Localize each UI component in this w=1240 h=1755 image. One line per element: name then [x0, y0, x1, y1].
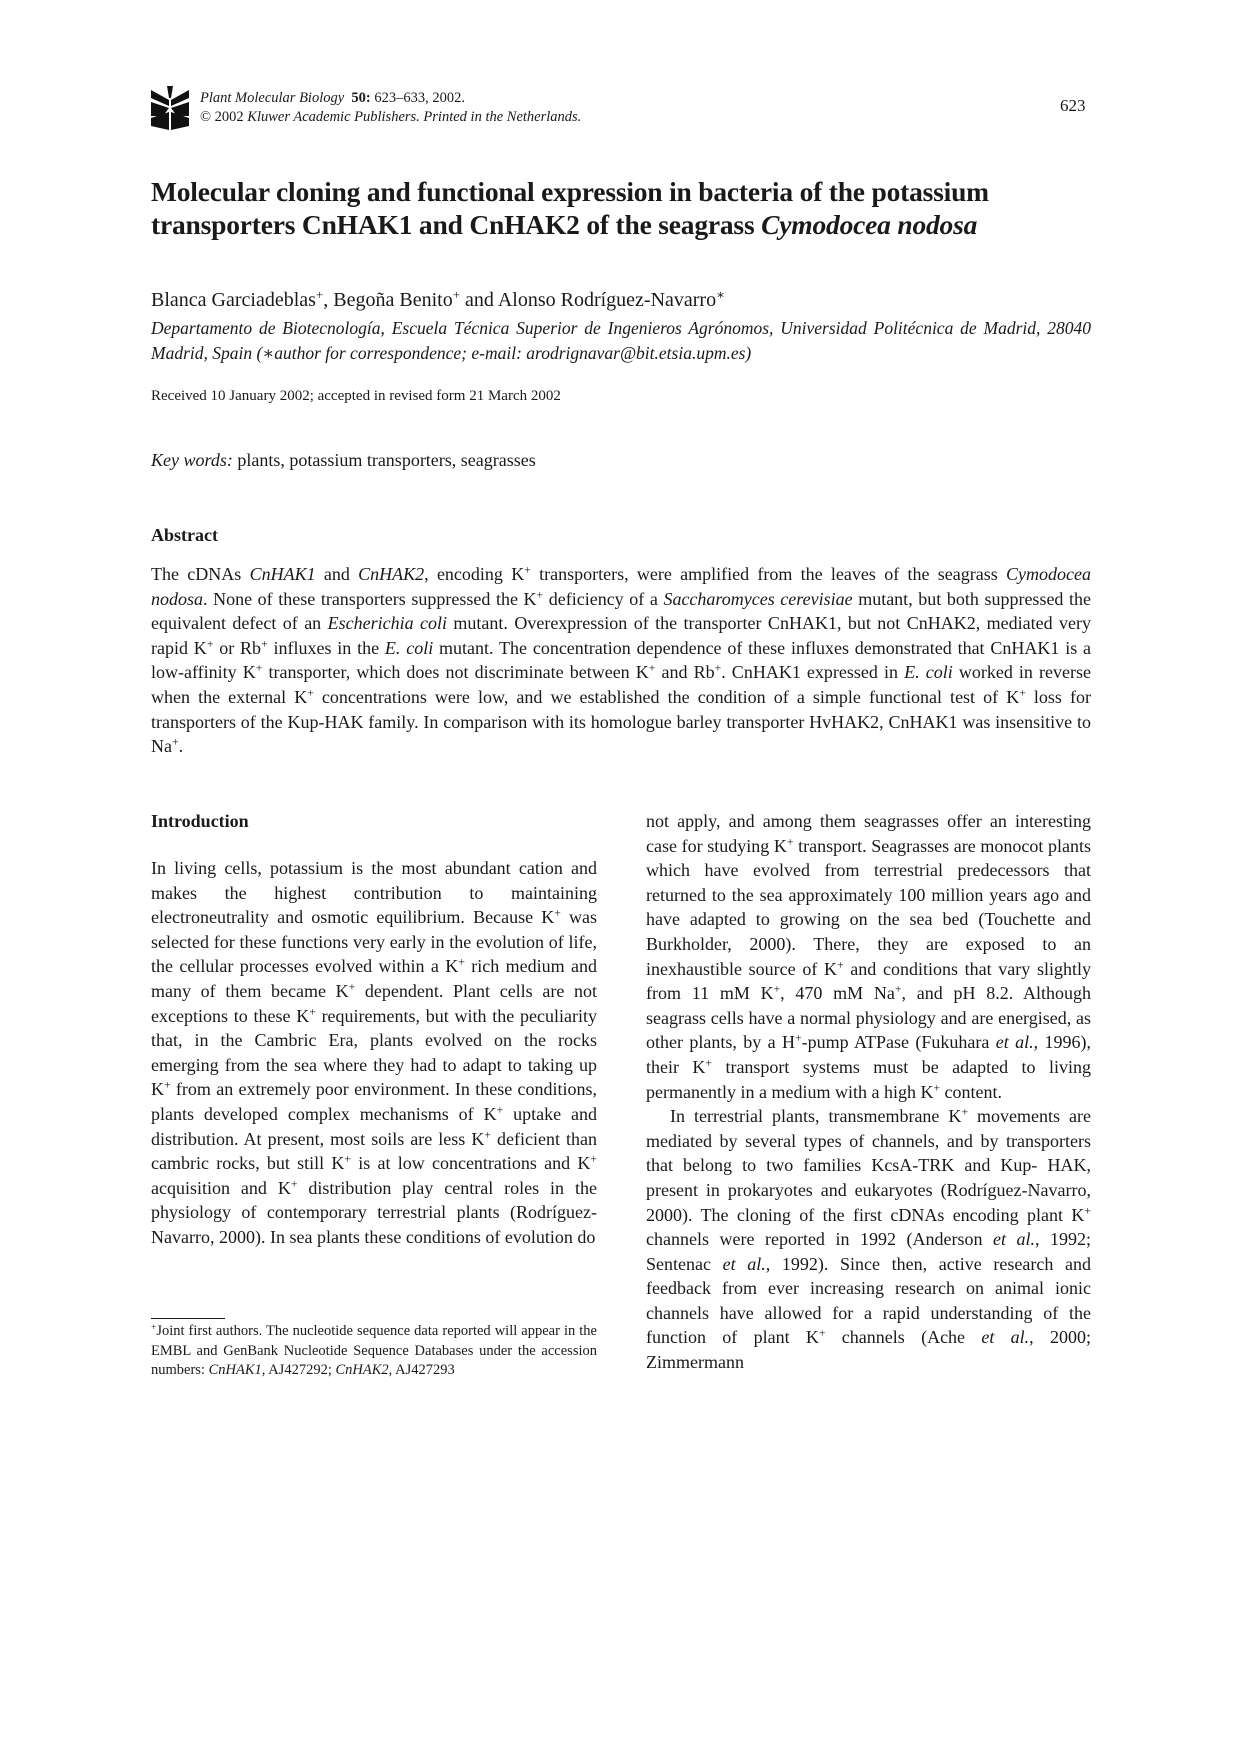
keywords-text: plants, potassium transporters, seagrasses [232, 450, 536, 470]
author-list: Blanca Garciadeblas+, Begoña Benito+ and Alonso Rodríguez-Navarro∗ [151, 286, 725, 311]
abstract-heading: Abstract [151, 525, 218, 545]
keywords [151, 450, 536, 471]
introduction-heading: Introduction [151, 811, 249, 831]
received-dates: Received 10 January 2002; accepted in revised form 21 March 2002 [151, 388, 561, 404]
journal-volume: 50: [351, 90, 371, 106]
copyright-prefix: © 2002 [200, 109, 248, 125]
journal-citation [200, 89, 581, 127]
footnote: +Joint first authors. The nucleotide sequence data reported will appear in the EMBL and GenBank Nucleotide Sequence Databases under the accession numbers: CnHAK1, AJ427292; CnHAK2, AJ427293 [151, 1322, 597, 1378]
introduction-right-column [646, 809, 1091, 1375]
author-1: Blanca Garciadeblas [151, 289, 316, 311]
journal-pages: 623–633, 2002. [370, 90, 466, 106]
paper-title [151, 175, 1091, 241]
footnote-divider [151, 1318, 225, 1319]
author-3: and Alonso Rodríguez-Navarro [460, 289, 717, 311]
affiliation: Departamento de Biotecnología, Escuela Técnica Superior de Ingenieros Agrónomos, Universidad Politécnica de Madrid, 28040 Madrid, Spain (∗author for correspondence; e-mail: arodrignavar@bit.etsia.upm.es) [151, 318, 1091, 363]
intro-paragraph-2: In terrestrial plants, transmembrane K+ movements are mediated by several types of channels, and by transporters that belong to two families KcsA-TRK and Kup- HAK, present in prokaryotes and eukaryotes (Rodríguez-Navarro, 2000). The cloning of the first cDNAs encoding plant K+ channels were reported in 1992 (Anderson et al., 1992; Sentenac et al., 1992). Since then, active research and feedback from ever increasing research on animal ionic channels have allowed for a rapid understanding of the function of plant K+ channels (Ache et al., 2000; Zimmermann [646, 1105, 1092, 1373]
journal-name: Plant Molecular Biology [200, 90, 345, 106]
title-species: Cymodocea nodosa [761, 209, 978, 240]
introduction-left-column: In living cells, potassium is the most abundant cation and makes the highest contribution to maintaining electroneutrality and osmotic equilibrium. Because K+ was selected for these functions very early in the evolution of life, the cellular processes evolved within a K+ rich medium and many of them became K+ dependent. Plant cells are not exceptions to these K+ requirements, but with the peculiarity that, in the Cambric Era, plants evolved on the rocks emerging from the sea where they had to adapt to taking up K+ from an extremely poor environment. In these conditions, plants developed complex mechanisms of K+ uptake and distribution. At present, most soils are less K+ deficient than cambric rocks, but still K+ is at low concentrations and K+ acquisition and K+ distribution play central roles in the physiology of contemporary terrestrial plants (Rodríguez-Navarro, 2000). In sea plants these conditions of evolution do [151, 858, 598, 1247]
page-number: 623 [1060, 96, 1086, 115]
publisher-logo [151, 86, 189, 130]
publisher-name: Kluwer Academic Publishers. [247, 109, 420, 125]
abstract-text: The cDNAs CnHAK1 and CnHAK2, encoding K+ transporters, were amplified from the leaves of the seagrass Cymodocea nodosa. None of these transporters suppressed the K+ deficiency of a Saccharomyces cerevisiae mutant, but both suppressed the equivalent defect of an Escherichia coli mutant. Overexpression of the transporter CnHAK1, but not CnHAK2, mediated very rapid K+ or Rb+ influxes in the E. coli mutant. The concentration dependence of these influxes demonstrated that CnHAK1 is a low-affinity K+ transporter, which does not discriminate between K+ and Rb+. CnHAK1 expressed in E. coli worked in reverse when the external K+ concentrations were low, and we established the condition of a simple functional test of K+ loss for transporters of the Kup-HAK family. In comparison with its homologue barley transporter HvHAK2, CnHAK1 was insensitive to Na+. [151, 563, 1092, 757]
printed-notice: Printed in the Netherlands. [419, 109, 582, 125]
keywords-label: Key words: [151, 450, 233, 470]
intro-paragraph-1-continued: not apply, and among them seagrasses offer an interesting case for studying K+ transport. Seagrasses are monocot plants which have evolved from terrestrial predecessors that returned to the sea approximately 100 million years ago and have adapted to growing on the sea bed (Touchette and Burkholder, 2000). There, they are exposed to an inexhaustible source of K+ and conditions that vary slightly from 11 mM K+, 470 mM Na+, and pH 8.2. Although seagrass cells have a normal physiology and are energised, as other plants, by a H+-pump ATPase (Fukuhara et al., 1996), their K+ transport systems must be adapted to living permanently in a medium with a high K+ content. [646, 811, 1092, 1102]
author-2: , Begoña Benito [323, 289, 453, 311]
title-line-2: transporters CnHAK1 and CnHAK2 of the seagrass Cymodocea nodosa [151, 209, 978, 240]
title-line-1: Molecular cloning and functional expression in bacteria of the potassium [151, 176, 989, 207]
